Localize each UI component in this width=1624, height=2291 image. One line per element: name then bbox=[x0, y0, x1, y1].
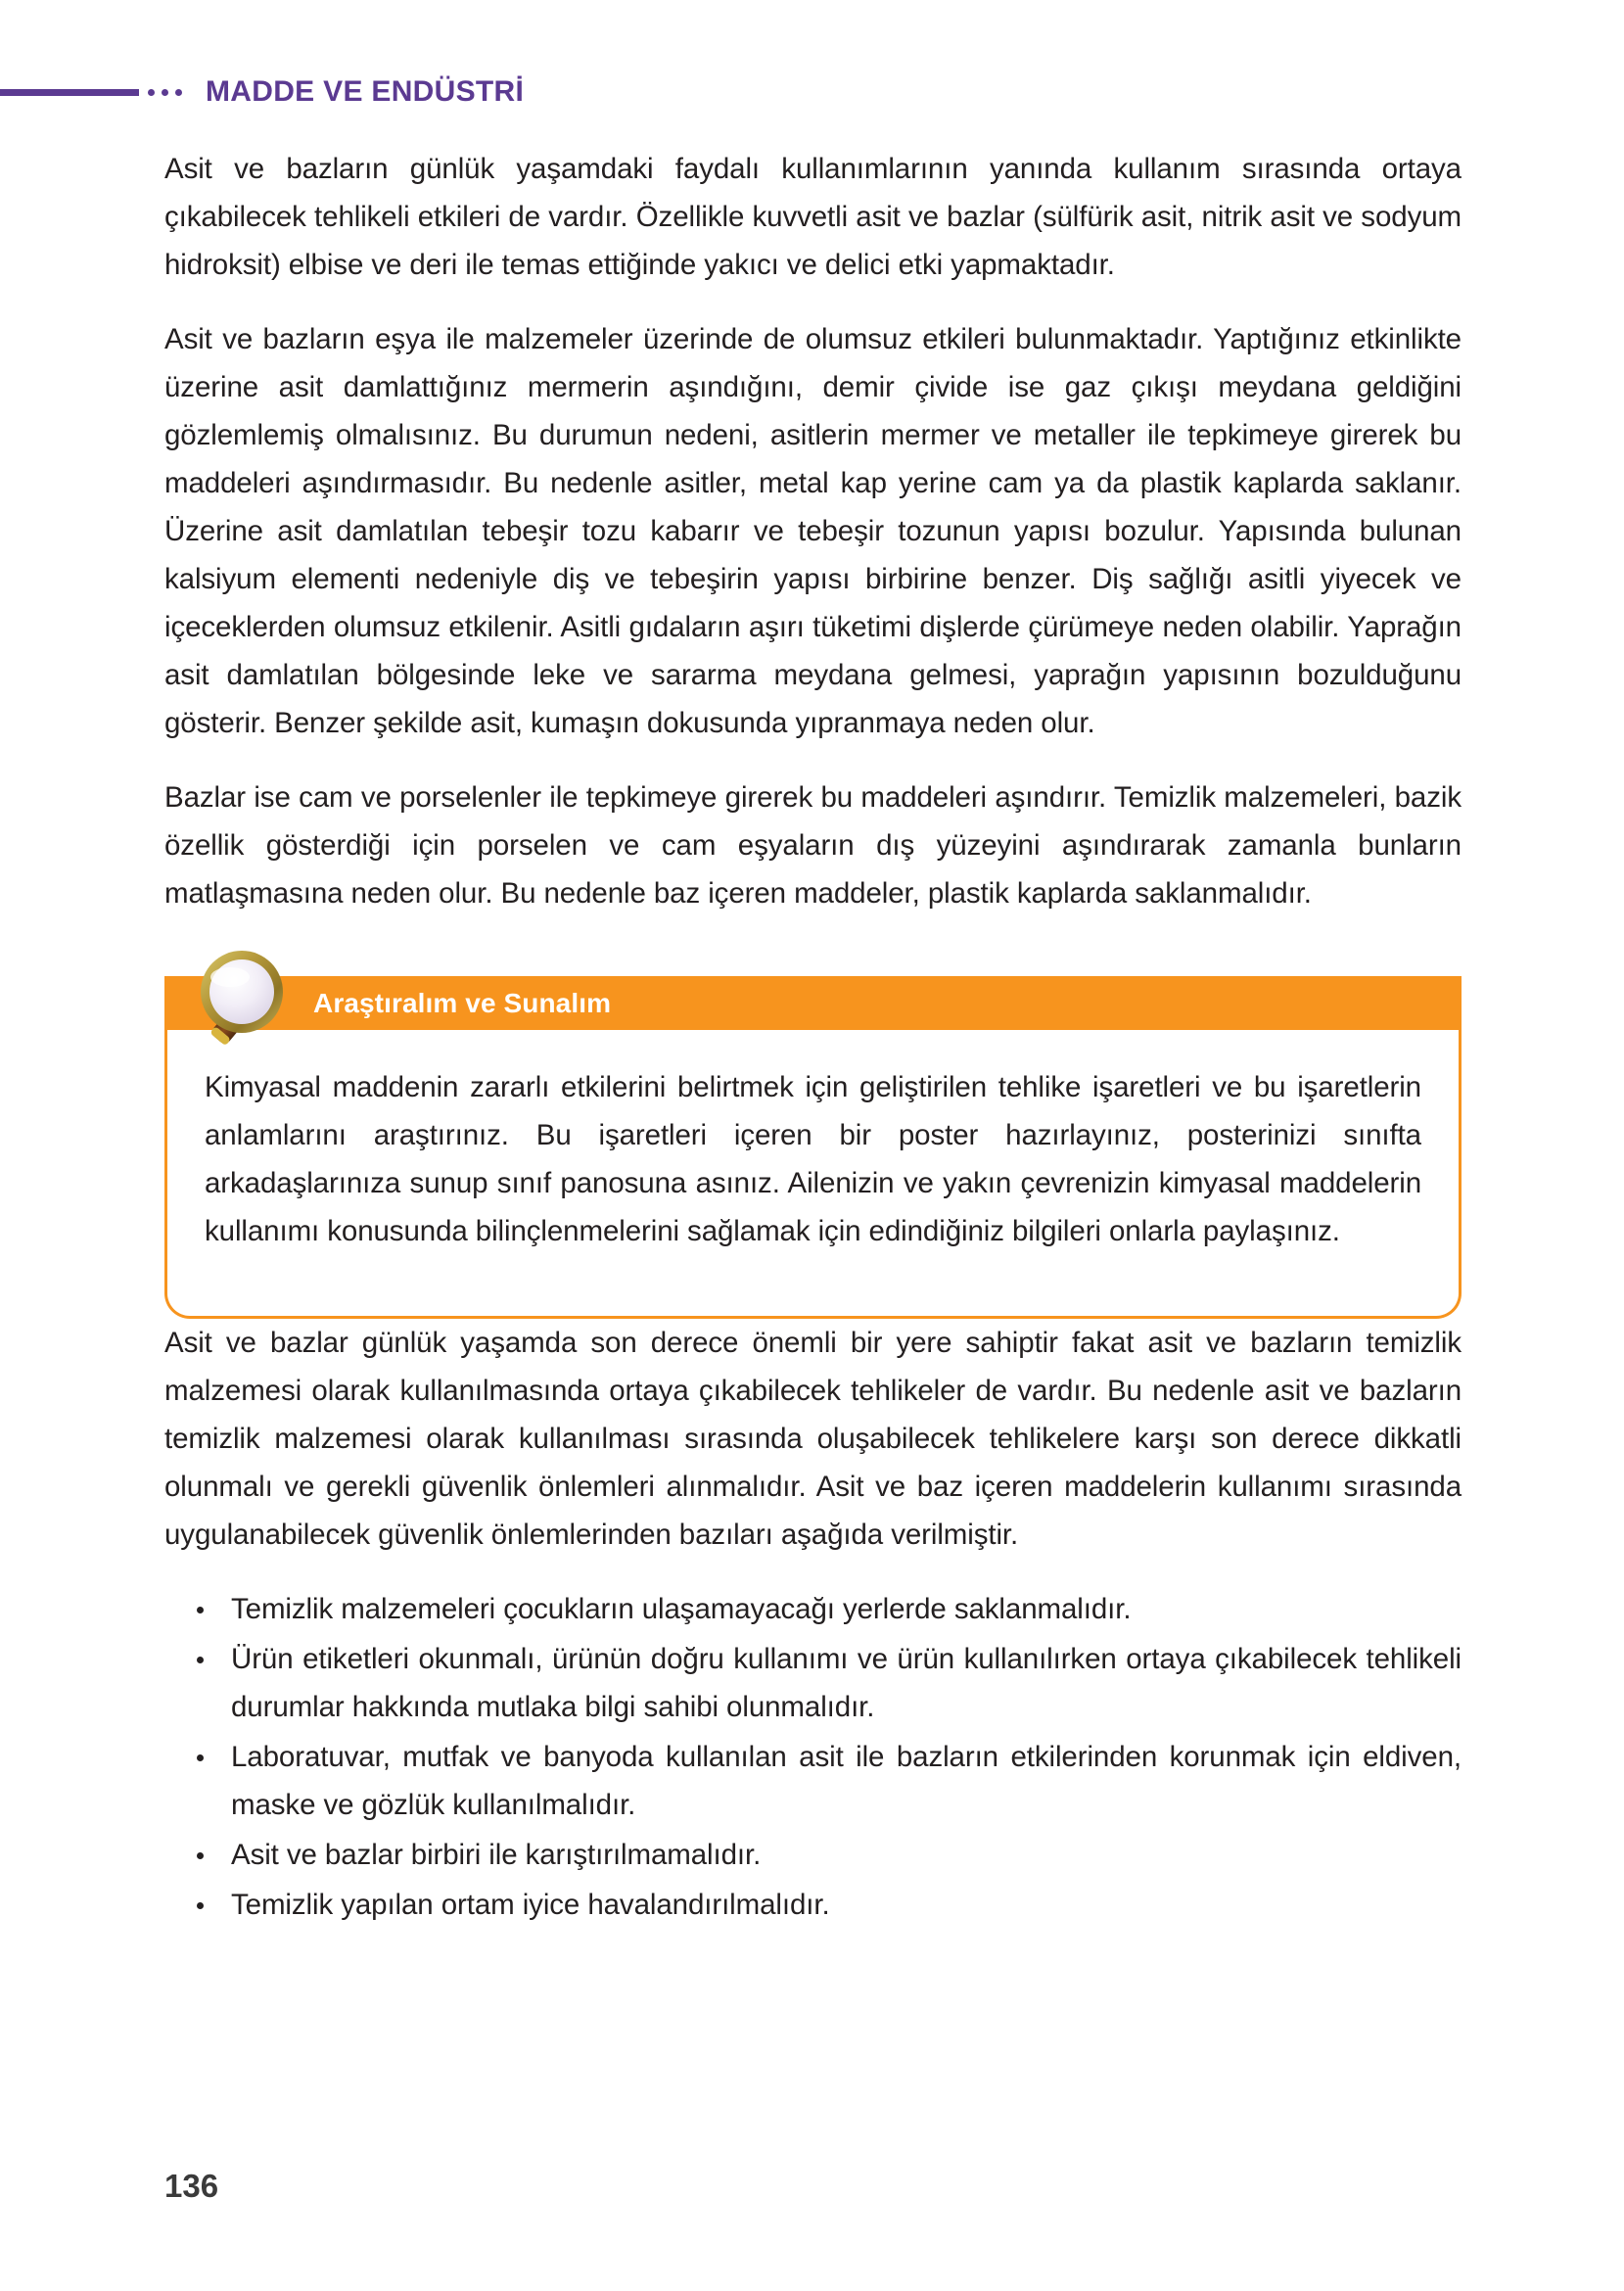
list-item bbox=[164, 1635, 1462, 1731]
list-item bbox=[164, 1585, 1462, 1633]
list-item bbox=[164, 1733, 1462, 1829]
activity-text: Kimyasal maddenin zararlı etkilerini belirtmek için geliştirilen tehlike işaretleri ve bu işaretlerin anlamlarını araştırınız. Bu işaretleri içeren bir poster hazırlayınız, posterinizi sınıfta arkadaşlarınıza sunup sınıf panosuna asınız. Ailenizin ve yakın çevrenizin kimyasal maddelerin kullanımı konusunda bilinçlenmelerini sağlamak için edindiğiniz bilgileri onlarla paylaşınız. bbox=[205, 1071, 1421, 1247]
safety-measures-list bbox=[164, 1585, 1462, 1929]
activity-title: Araştıralım ve Sunalım bbox=[313, 987, 612, 1018]
activity-header-bar bbox=[164, 976, 1462, 1030]
list-item bbox=[164, 1881, 1462, 1929]
list-item-text: Temizlik malzemeleri çocukların ulaşamayacağı yerlerde saklanmalıdır. bbox=[231, 1593, 1132, 1625]
list-item-text: Temizlik yapılan ortam iyice havalandırılmalıdır. bbox=[231, 1889, 830, 1921]
list-item-text: Laboratuvar, mutfak ve banyoda kullanılan asit ile bazların etkilerinden korunmak için eldiven, maske ve gözlük kullanılmalıdır. bbox=[231, 1741, 1462, 1821]
bullet-icon bbox=[197, 1852, 204, 1859]
list-item-text: Ürün etiketleri okunmalı, ürünün doğru kullanımı ve ürün kullanılırken ortaya çıkabilecek tehlikeli durumlar hakkında mutlaka bilgi sahibi olunmalıdır. bbox=[231, 1643, 1462, 1723]
page-title: MADDE VE ENDÜSTRİ bbox=[206, 75, 525, 108]
bullet-icon bbox=[197, 1607, 204, 1613]
page-number: 136 bbox=[164, 2168, 219, 2204]
bullet-icon bbox=[197, 1657, 204, 1663]
bullet-icon bbox=[197, 1902, 204, 1909]
paragraph-after-box: Asit ve bazlar günlük yaşamda son derece önemli bir yere sahiptir fakat asit ve bazların temizlik malzemesi olarak kullanılmasında ortaya çıkabilecek tehlikeler de vardır. Bu nedenle asit ve bazların temizlik malzemesi olarak kullanılması sırasında oluşabilecek tehlikelere karşı son derece dikkatli olunmalı ve gerekli güvenlik önlemleri alınmalıdır. Asit ve baz içeren maddelerin kullanımı sırasında uygulanabilecek güvenlik önlemlerinden bazıları aşağıda verilmiştir. bbox=[164, 1327, 1462, 1551]
paragraph-2: Asit ve bazların eşya ile malzemeler üzerinde de olumsuz etkileri bulunmaktadır. Yaptığınız etkinlikte üzerine asit damlattığınız mermerin aşındığını, demir çivide ise gaz çıkışı meydana geldiğini gözlemlemiş olmalısınız. Bu durumun nedeni, asitlerin mermer ve metaller ile tepkimeye girerek bu maddeleri aşındırmasıdır. Bu nedenle asitler, metal kap yerine cam ya da plastik kaplarda saklanır. Üzerine asit damlatılan tebeşir tozu kabarır ve tebeşir tozunun yapısı bozulur. Yapısında bulunan kalsiyum elementi nedeniyle diş ve tebeşirin yapısı birbirine benzer. Diş sağlığı asitli yiyecek ve içeceklerden olumsuz etkilenir. Asitli gıdaların aşırı tüketimi dişlerde çürümeye neden olabilir. Yaprağın asit damlatılan bölgesinde leke ve sararma meydana gelmesi, yaprağın yapısının bozulduğunu gösterir. Benzer şekilde asit, kumaşın dokusunda yıpranmaya neden olur. bbox=[164, 323, 1462, 739]
page-header bbox=[0, 72, 1624, 112]
paragraph-1: Asit ve bazların günlük yaşamdaki faydalı kullanımlarının yanında kullanım sırasında ortaya çıkabilecek tehlikeli etkileri de vardır. Özellikle kuvvetli asit ve bazlar (sülfürik asit, nitrik asit ve sodyum hidroksit) elbise ve deri ile temas ettiğinde yakıcı ve delici etki yapmaktadır. bbox=[164, 153, 1462, 281]
content-column bbox=[164, 145, 1462, 1931]
activity-body bbox=[164, 1030, 1462, 1319]
bullet-icon bbox=[197, 1754, 204, 1761]
three-dots-icon bbox=[148, 89, 182, 96]
list-item bbox=[164, 1831, 1462, 1879]
header-rule-icon bbox=[0, 89, 139, 96]
list-item-text: Asit ve bazlar birbiri ile karıştırılmamalıdır. bbox=[231, 1839, 762, 1871]
activity-callout-box bbox=[164, 976, 1462, 1319]
paragraph-3: Bazlar ise cam ve porselenler ile tepkimeye girerek bu maddeleri aşındırır. Temizlik malzemeleri, bazik özellik gösterdiği için porselen ve cam eşyaların dış yüzeyini aşındırarak zamanla bunların matlaşmasına neden olur. Bu nedenle baz içeren maddeler, plastik kaplarda saklanmalıdır. bbox=[164, 781, 1462, 910]
